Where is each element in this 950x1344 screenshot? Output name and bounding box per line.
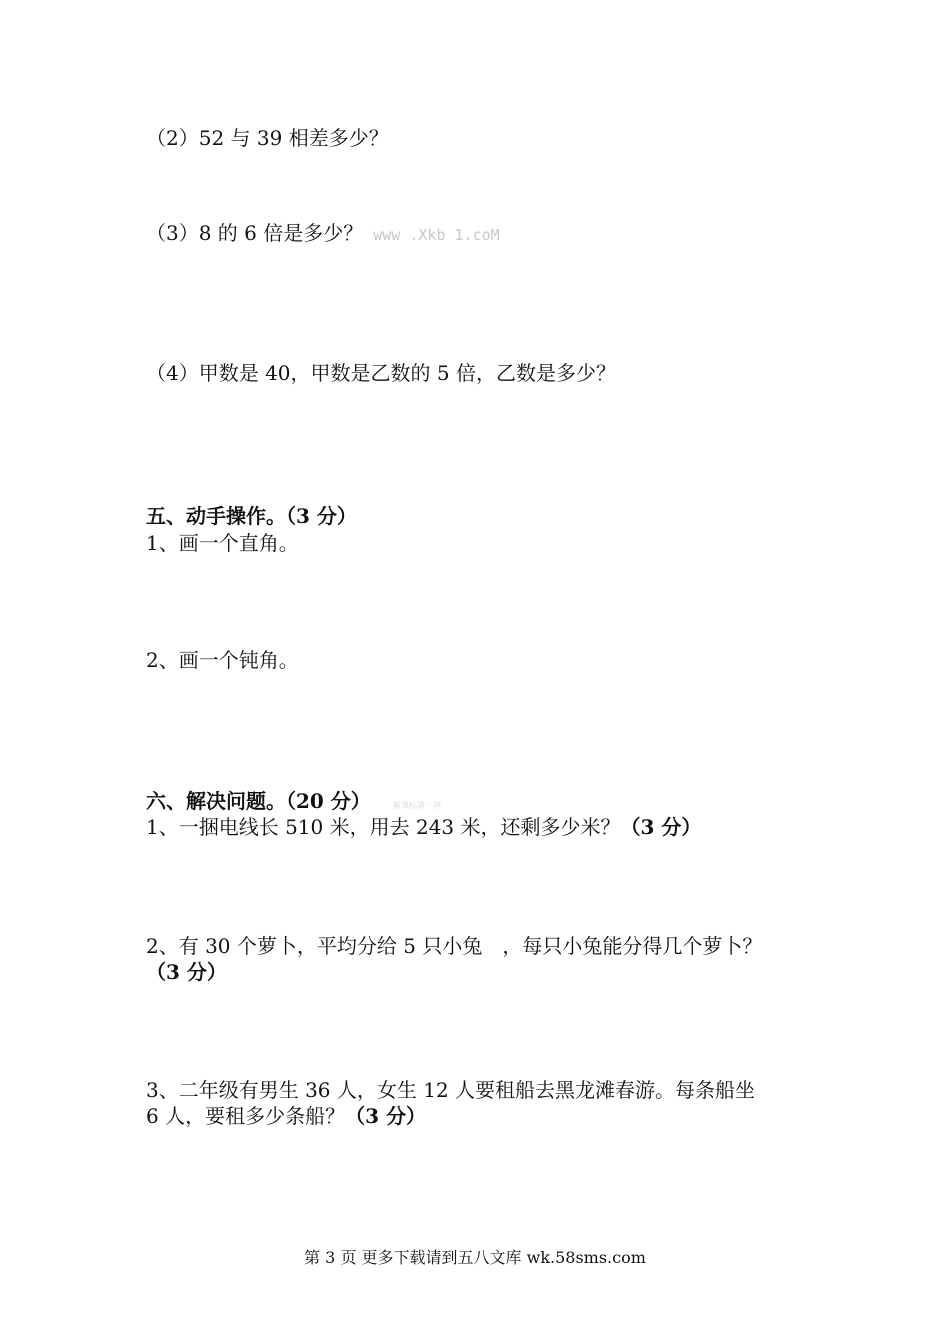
question-4-text: （4）甲数是 40，甲数是乙数的 5 倍，乙数是多少？ [146,361,616,385]
question-4 [146,360,616,386]
question-2 [146,125,389,151]
section-6-item-1 [146,814,701,840]
section-6-item-3-line-2 [146,1103,426,1129]
section-6-item-3-line-2-text: 6 人，要租多少条船？ [146,1104,346,1128]
section-5-title: 五、动手操作。（3 分） [146,504,357,528]
section-6-item-1-score: （3 分） [620,815,702,839]
page-footer: 第 3 页 更多下载请到五八文库 wk.58sms.com [304,1248,646,1267]
watermark-text: www .Xkb 1.coM [373,226,500,244]
faint-watermark: 新课标第一网 [393,801,441,810]
question-2-text: （2）52 与 39 相差多少？ [146,126,389,150]
section-6-item-3-score: （3 分） [345,1104,426,1128]
section-5-item-1: 1、画一个直角。 [146,531,299,555]
section-5-item-2: 2、画一个钝角。 [146,648,299,672]
section-6-item-2-line-1: 2、有 30 个萝卜，平均分给 5 只小兔 ，每只小兔能分得几个萝卜？ [146,934,763,958]
section-6-item-1-text: 1、一捆电线长 510 米，用去 243 米，还剩多少米？ [146,815,621,839]
section-6-item-2-score: （3 分） [146,960,227,984]
section-6-title: 六、解决问题。（20 分） [146,789,371,813]
question-3-text: （3）8 的 6 倍是多少？ [146,221,364,245]
section-6-item-3-line-1: 3、二年级有男生 36 人，女生 12 人要租船去黑龙滩春游。每条船坐 [146,1078,756,1102]
question-3 [146,220,500,248]
